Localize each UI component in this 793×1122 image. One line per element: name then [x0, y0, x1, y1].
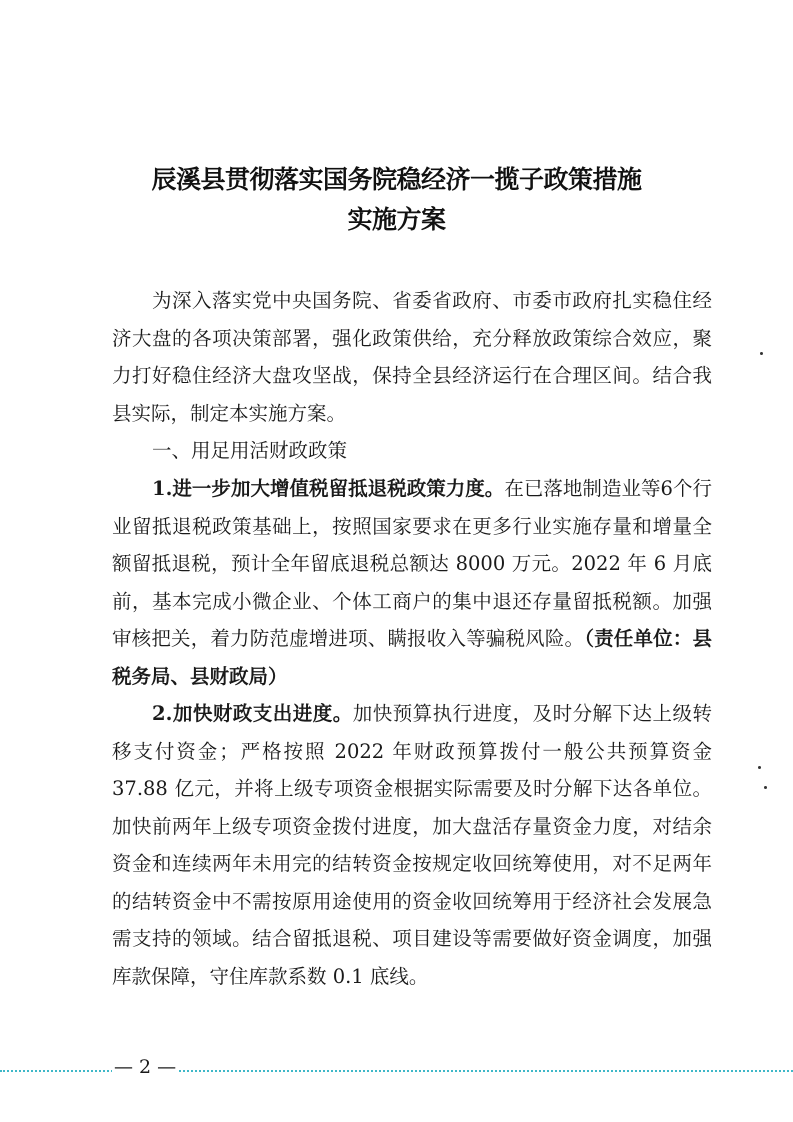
- scan-speck: [764, 786, 767, 789]
- document-title-line-1: 辰溪县贯彻落实国务院稳经济一揽子政策措施: [151, 165, 642, 194]
- item-1-responsible: （责任单位：县税务局、县财政局）: [112, 627, 712, 688]
- intro-paragraph: 为深入落实党中央国务院、省委省政府、市委市政府扎实稳住经济大盘的各项决策部署，强化政策供给，充分释放政策综合效应，聚力打好稳住经济大盘攻坚战，保持全县经济运行在合理区间。结合我县实际，制定本实施方案。: [112, 289, 712, 425]
- page-number: — 2 —: [114, 1056, 177, 1078]
- item-1-lead: 1.进一步加大增值税留抵退税政策力度。: [152, 477, 505, 500]
- item-2-text: 加快预算执行进度，及时分解下达上级转移支付资金；严格按照 2022 年财政预算拨付一般公共预算资金 37.88 亿元，并将上级专项资金根据实际需要及时分解下达各单位。加快前两年上级专项资金拨付进度，加大盘活存量资金力度，对结余资金和连续两年未用完的结转资金按规定收回统筹使用，对不足两年的结转资金中不需按原用途使用的资金收回统筹用于经济社会发展急需支持的领域。结合留抵退税、项目建设等需要做好资金调度，加强库款保障，守住库款系数 0.1 底线。: [112, 702, 712, 988]
- item-2-paragraph: [112, 695, 712, 995]
- section-heading-1: 一、用足用活财政政策: [152, 439, 348, 462]
- item-1-paragraph: [112, 470, 712, 695]
- item-1-text: 在已落地制造业等6个行业留抵退税政策基础上，按照国家要求在更多行业实施存量和增量全额留抵退税，预计全年留底退税总额达 8000 万元。2022 年 6 月底前，基本完成小微企业、个体工商户的集中退还存量留抵税额。加强审核把关，着力防范虚增进项、瞒报收入等骗税风险。: [112, 477, 712, 650]
- item-2-lead: 2.加快财政支出进度。: [152, 702, 353, 725]
- scan-speck: [760, 352, 763, 355]
- scan-speck: [758, 766, 761, 769]
- document-title-line-2: 实施方案: [347, 205, 446, 234]
